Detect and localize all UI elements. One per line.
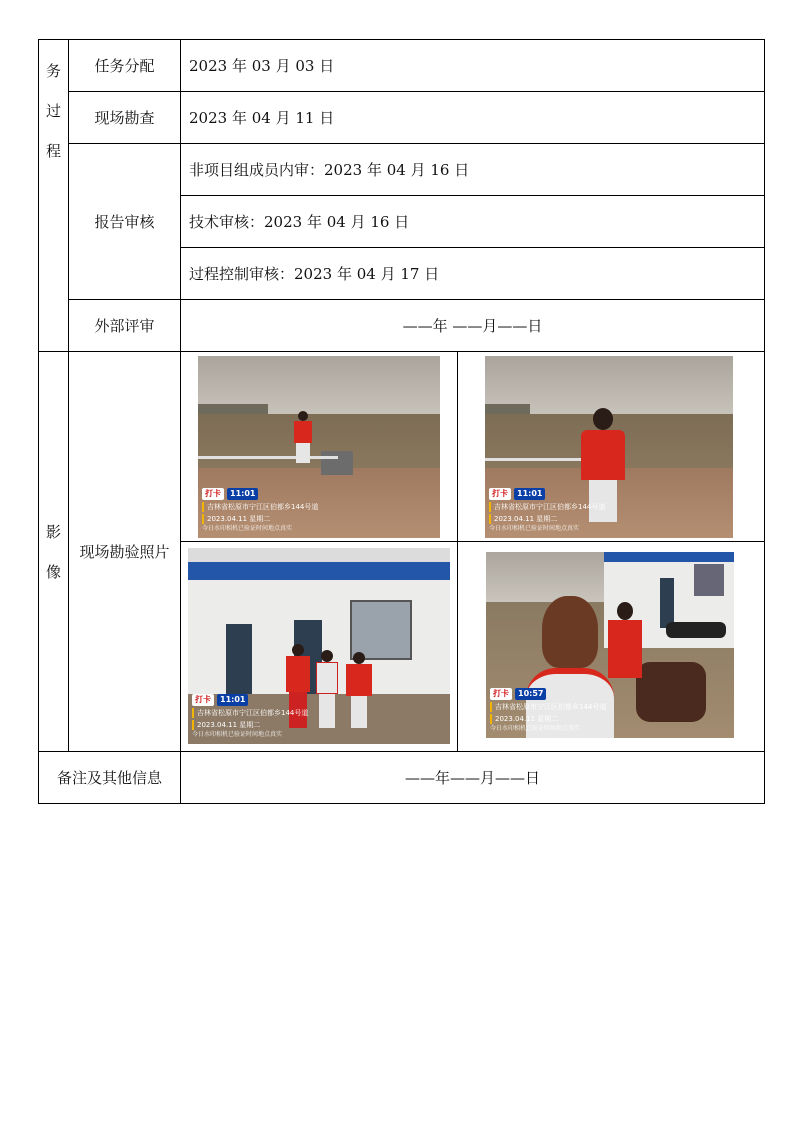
process-section-label bbox=[39, 40, 69, 352]
image-char-1: 影 bbox=[45, 522, 61, 541]
image-char-2: 像 bbox=[45, 562, 61, 581]
site-photo-4 bbox=[486, 552, 734, 738]
site-photo-2 bbox=[485, 356, 733, 538]
watermark-date: 2023.04.11 星期二 bbox=[490, 714, 606, 724]
technical-review-date: 技术审核：2023 年 04 月 16 日 bbox=[181, 196, 765, 248]
watermark-4 bbox=[490, 688, 606, 734]
checkin-time: 11:01 bbox=[217, 694, 248, 706]
watermark-address: 吉林省松原市宁江区伯都乡144号道 bbox=[489, 502, 605, 512]
watermark-3 bbox=[192, 694, 308, 740]
watermark-2 bbox=[489, 488, 605, 534]
task-assign-date: 2023 年 03 月 03 日 bbox=[181, 40, 765, 92]
checkin-badge: 打卡 bbox=[202, 488, 224, 500]
report-review-label: 报告审核 bbox=[69, 144, 181, 300]
watermark-address: 吉林省松原市宁江区伯都乡144号道 bbox=[490, 702, 606, 712]
checkin-time: 10:57 bbox=[515, 688, 546, 700]
internal-review-date: 非项目组成员内审：2023 年 04 月 16 日 bbox=[181, 144, 765, 196]
photo-cell-3 bbox=[181, 542, 458, 752]
checkin-time: 11:01 bbox=[227, 488, 258, 500]
photo-cell-2 bbox=[458, 352, 765, 542]
watermark-date: 2023.04.11 星期二 bbox=[192, 720, 308, 730]
site-photos-label: 现场勘验照片 bbox=[69, 352, 181, 752]
process-control-review-date: 过程控制审核：2023 年 04 月 17 日 bbox=[181, 248, 765, 300]
notes-label: 备注及其他信息 bbox=[39, 752, 181, 804]
notes-date: ——年——月——日 bbox=[181, 752, 765, 804]
checkin-badge: 打卡 bbox=[489, 488, 511, 500]
process-char-3: 程 bbox=[45, 141, 61, 160]
watermark-footer: 今日水印相机已验证时间地点真实 bbox=[192, 731, 283, 738]
watermark-footer: 今日水印相机已验证时间地点真实 bbox=[489, 525, 580, 532]
process-char-2: 过 bbox=[45, 101, 61, 120]
watermark-1 bbox=[202, 488, 318, 534]
checkin-badge: 打卡 bbox=[192, 694, 214, 706]
photo-cell-1 bbox=[181, 352, 458, 542]
watermark-address: 吉林省松原市宁江区伯都乡144号道 bbox=[202, 502, 318, 512]
report-form-table bbox=[38, 39, 765, 804]
site-photo-1 bbox=[198, 356, 440, 538]
watermark-address: 吉林省松原市宁江区伯都乡144号道 bbox=[192, 708, 308, 718]
checkin-badge: 打卡 bbox=[490, 688, 512, 700]
external-review-label: 外部评审 bbox=[69, 300, 181, 352]
site-survey-label: 现场勘查 bbox=[69, 92, 181, 144]
process-char-1: 务 bbox=[45, 61, 61, 80]
image-section-label bbox=[39, 352, 69, 752]
watermark-date: 2023.04.11 星期二 bbox=[489, 514, 605, 524]
photo-cell-4 bbox=[458, 542, 765, 752]
watermark-footer: 今日水印相机已验证时间地点真实 bbox=[202, 525, 293, 532]
site-photo-3 bbox=[188, 548, 450, 744]
external-review-date: ——年 ——月——日 bbox=[181, 300, 765, 352]
task-assign-label: 任务分配 bbox=[69, 40, 181, 92]
site-survey-date: 2023 年 04 月 11 日 bbox=[181, 92, 765, 144]
watermark-date: 2023.04.11 星期二 bbox=[202, 514, 318, 524]
watermark-footer: 今日水印相机已验证时间地点真实 bbox=[490, 725, 581, 732]
checkin-time: 11:01 bbox=[514, 488, 545, 500]
